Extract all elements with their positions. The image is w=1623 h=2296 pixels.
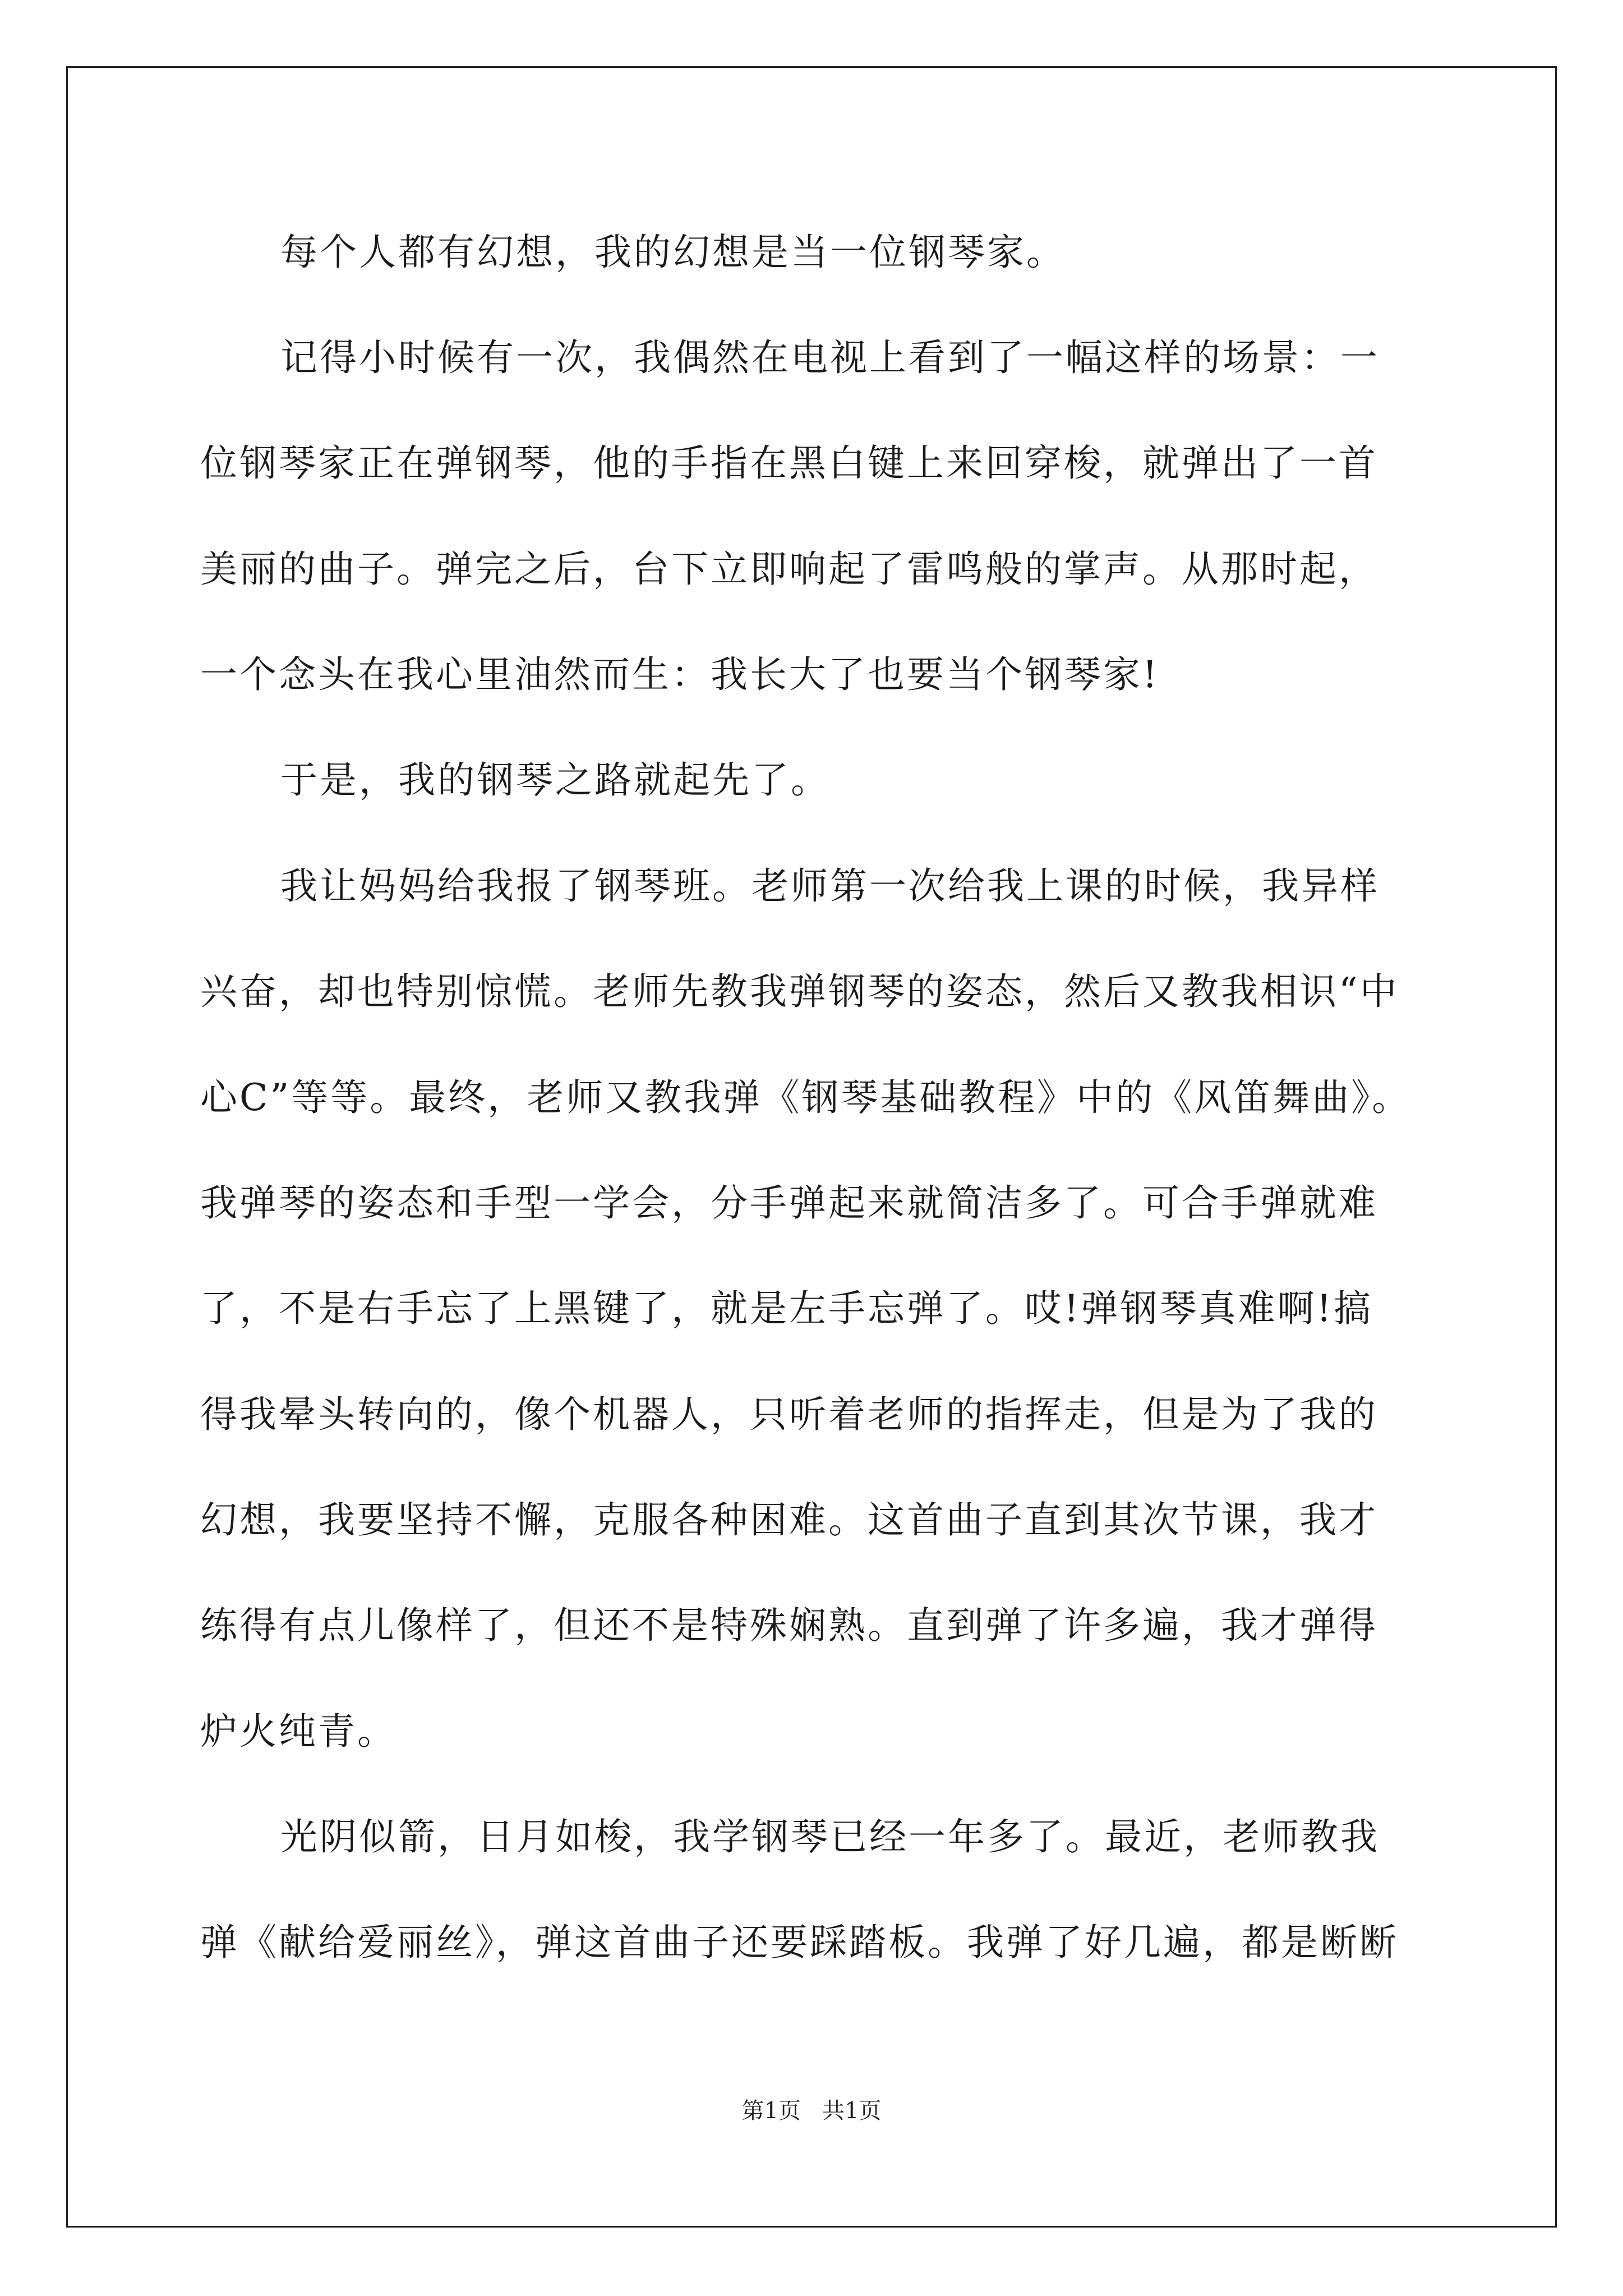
text-line: 心C”等等。最终，老师又教我弹《钢琴基础教程》中的《风笛舞曲》。 [200, 1076, 1412, 1119]
text-line: 炉火纯青。 [200, 1710, 396, 1753]
text-line: 记得小时候有一次，我偶然在电视上看到了一幅这样的场景：一 [280, 336, 1380, 379]
text-line: 我弹琴的姿态和手型一学会，分手弹起来就简洁多了。可合手弹就难 [200, 1181, 1378, 1225]
text-line: 美丽的曲子。弹完之后，台下立即响起了雷鸣般的掌声。从那时起， [200, 547, 1378, 591]
text-line: 得我晕头转向的，像个机器人，只听着老师的指挥走，但是为了我的 [200, 1393, 1378, 1436]
text-line: 光阴似箭，日月如梭，我学钢琴已经一年多了。最近，老师教我 [280, 1815, 1380, 1858]
page-footer: 第1页 共1页 [741, 2098, 882, 2124]
text-line: 兴奋，却也特别惊慌。老师先教我弹钢琴的姿态，然后又教我相识“中 [200, 970, 1399, 1013]
text-line: 我让妈妈给我报了钢琴班。老师第一次给我上课的时候，我异样 [280, 864, 1380, 908]
text-line: 弹《献给爱丽丝》，弹这首曲子还要踩踏板。我弹了好几遍，都是断断 [200, 1921, 1399, 1964]
text-line: 幻想，我要坚持不懈，克服各种困难。这首曲子直到其次节课，我才 [200, 1498, 1378, 1542]
page-border [66, 66, 1557, 2228]
text-line: 位钢琴家正在弹钢琴，他的手指在黑白键上来回穿梭，就弹出了一首 [200, 441, 1378, 485]
text-line: 于是，我的钢琴之路就起先了。 [280, 758, 830, 802]
text-line: 每个人都有幻想，我的幻想是当一位钢琴家。 [280, 231, 1066, 274]
text-line: 了，不是右手忘了上黑键了，就是左手忘弹了。哎!弹钢琴真难啊!搞 [200, 1287, 1373, 1330]
text-line: 练得有点儿像样了，但还不是特殊娴熟。直到弹了许多遍，我才弹得 [200, 1604, 1378, 1647]
text-line: 一个念头在我心里油然而生：我长大了也要当个钢琴家! [200, 653, 1160, 696]
